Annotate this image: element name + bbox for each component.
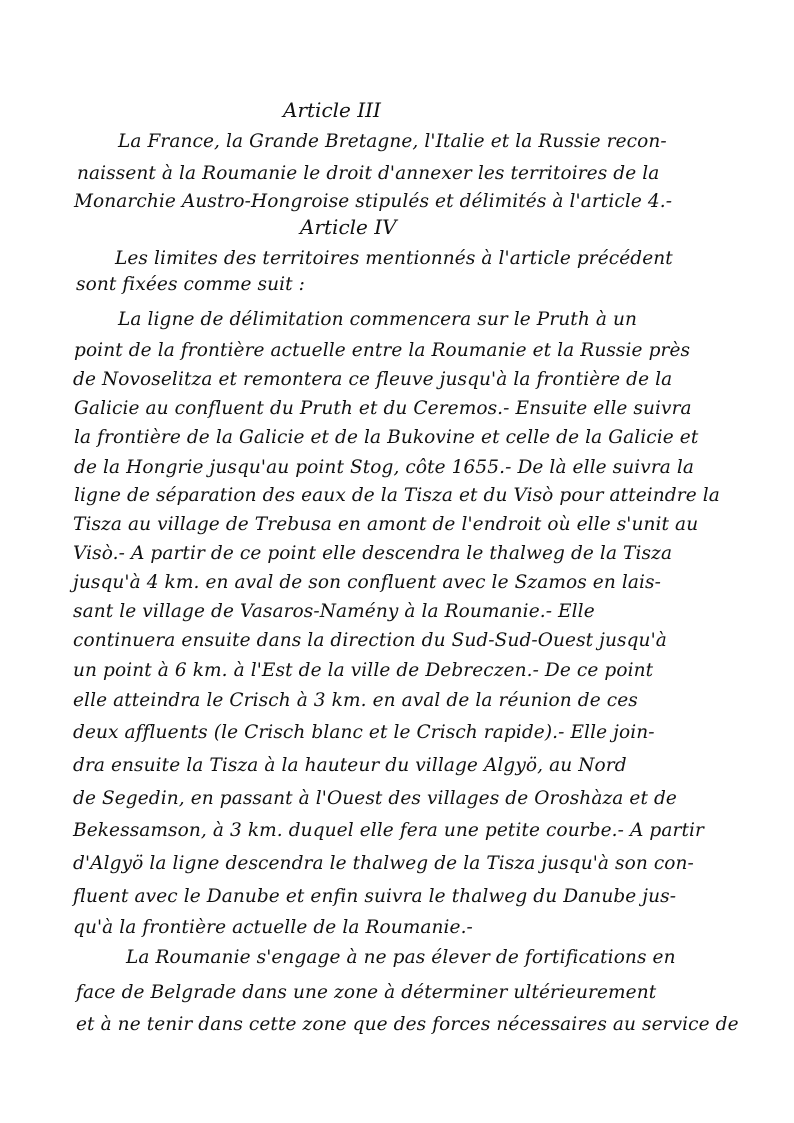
article-iv-line-21: d'Algyö la ligne descendra le thalweg de la Tisza jusqu'à son con- <box>73 853 694 874</box>
article-iii-heading: Article III <box>283 98 381 122</box>
article-iv-line-7: la frontière de la Galicie et de la Bukovine et celle de la Galicie et <box>74 427 699 448</box>
article-iv-line-12: jusqu'à 4 km. en aval de son confluent avec le Szamos en lais- <box>73 572 661 593</box>
article-iv-line-20: Bekessamson, à 3 km. duquel elle fera une petite courbe.- A partir <box>73 820 704 841</box>
article-iv-line-24: La Roumanie s'engage à ne pas élever de fortifications en <box>126 947 676 968</box>
article-iii-line-3: Monarchie Austro-Hongroise stipulés et délimités à l'article 4.- <box>74 191 673 212</box>
article-iv-line-3: La ligne de délimitation commencera sur le Pruth à un <box>118 309 637 330</box>
article-iv-line-1: Les limites des territoires mentionnés à l'article précédent <box>115 248 673 269</box>
article-iv-line-19: de Segedin, en passant à l'Ouest des villages de Oroshàza et de <box>73 788 677 809</box>
article-iv-line-10: Tisza au village de Trebusa en amont de l'endroit où elle s'unit au <box>73 514 699 535</box>
article-iv-line-23: qu'à la frontière actuelle de la Roumanie.- <box>73 917 473 938</box>
article-iv-line-15: un point à 6 km. à l'Est de la ville de Debreczen.- De ce point <box>73 660 654 681</box>
article-iv-line-9: ligne de séparation des eaux de la Tisza et du Visò pour atteindre la <box>74 485 720 506</box>
article-iv-line-5: de Novoselitza et remontera ce fleuve jusqu'à la frontière de la <box>73 369 673 390</box>
article-iii-line-1: La France, la Grande Bretagne, l'Italie et la Russie recon- <box>118 131 667 152</box>
article-iv-line-25: face de Belgrade dans une zone à déterminer ultérieurement <box>76 982 657 1003</box>
article-iv-heading: Article IV <box>300 215 397 239</box>
article-iv-line-16: elle atteindra le Crisch à 3 km. en aval de la réunion de ces <box>73 690 638 711</box>
article-iv-line-17: deux affluents (le Crisch blanc et le Crisch rapide).- Elle join- <box>73 722 655 743</box>
article-iv-line-22: fluent avec le Danube et enfin suivra le thalweg du Danube jus- <box>73 886 677 907</box>
article-iv-line-11: Visò.- A partir de ce point elle descendra le thalweg de la Tisza <box>73 543 673 564</box>
article-iv-line-6: Galicie au confluent du Pruth et du Ceremos.- Ensuite elle suivra <box>74 398 692 419</box>
article-iii-line-2: naissent à la Roumanie le droit d'annexer les territoires de la <box>77 163 660 184</box>
article-iv-line-2: sont fixées comme suit : <box>76 274 306 295</box>
article-iv-line-26: et à ne tenir dans cette zone que des forces nécessaires au service de <box>76 1014 739 1035</box>
article-iv-line-13: sant le village de Vasaros-Namény à la Roumanie.- Elle <box>73 601 595 622</box>
article-iv-line-18: dra ensuite la Tisza à la hauteur du village Algyö, au Nord <box>73 755 627 776</box>
article-iv-line-4: point de la frontière actuelle entre la Roumanie et la Russie près <box>74 340 691 361</box>
article-iv-line-14: continuera ensuite dans la direction du Sud-Sud-Ouest jusqu'à <box>73 630 667 651</box>
article-iv-line-8: de la Hongrie jusqu'au point Stog, côte 1655.- De là elle suivra la <box>74 457 695 478</box>
